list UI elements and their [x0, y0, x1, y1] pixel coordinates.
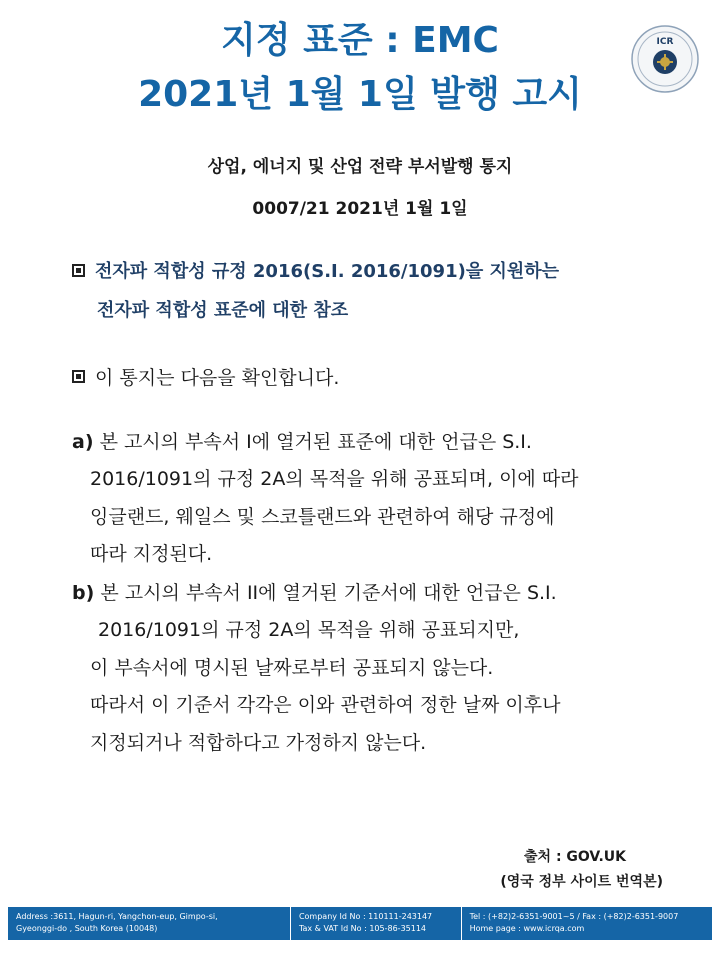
icr-logo	[630, 24, 700, 94]
item-a-line-3: 잉글랜드, 웨일스 및 스코틀랜드와 관련하여 해당 규정에	[90, 506, 555, 528]
item-b-line-3: 이 부속서에 명시된 날짜로부터 공표되지 않는다.	[90, 657, 494, 679]
square-bullet-icon	[72, 264, 85, 277]
page-subtitle-date: 2021년 1월 1일 발행 고시	[138, 74, 582, 115]
notice-issuer: 상업, 에너지 및 산업 전략 부서발행 통지	[207, 157, 513, 177]
page-title: 지정 표준 : EMC	[221, 20, 499, 61]
item-b-line-1: b) 본 고시의 부속서 II에 열거된 기준서에 대한 언급은 S.I.	[72, 582, 557, 604]
item-b-line-4: 따라서 이 기준서 각각은 이와 관련하여 정한 날짜 이후나	[90, 694, 561, 716]
notice-number-date: 0007/21 2021년 1월 1일	[252, 199, 468, 219]
svg-text:ICR: ICR	[656, 37, 674, 47]
footer-address: Address :3611, Hagun-ri, Yangchon-eup, Gimpo-si, Gyeonggi-do , South Korea (10048)	[16, 912, 218, 933]
homepage-link[interactable]: Home page : www.icrqa.com	[469, 924, 585, 933]
item-b-line-2: 2016/1091의 규정 2A의 목적을 위해 공표되지만,	[98, 619, 520, 641]
reference-line-1: 전자파 적합성 규정 2016(S.I. 2016/1091)을 지원하는	[72, 257, 559, 287]
item-a-line-2: 2016/1091의 규정 2A의 목적을 위해 공표되며, 이에 따라	[90, 468, 579, 490]
footer-bar	[8, 907, 712, 940]
item-b-line-5: 지정되거나 적합하다고 가정하지 않는다.	[90, 732, 427, 754]
source-label: 출처 : GOV.UK	[524, 849, 626, 865]
reference-line-2: 전자파 적합성 표준에 대한 참조	[97, 300, 349, 321]
square-bullet-icon	[72, 370, 85, 383]
item-a-marker: a)	[72, 431, 94, 453]
item-a-line-4: 따라 지정된다.	[90, 543, 213, 565]
item-a-line-1: a) 본 고시의 부속서 I에 열거된 표준에 대한 언급은 S.I.	[72, 431, 532, 453]
source-note: (영국 정부 사이트 번역본)	[500, 874, 663, 890]
footer-contact: Tel : (+82)2-6351-9001~5 / Fax : (+82)2-6351-9007 Home page : www.icrqa.com	[461, 907, 712, 940]
footer-company-ids: Company Id No : 110111-243147 Tax & VAT Id No : 105-86-35114	[290, 907, 461, 940]
item-b-marker: b)	[72, 582, 95, 604]
intro-statement: 이 통지는 다음을 확인합니다.	[72, 364, 339, 392]
